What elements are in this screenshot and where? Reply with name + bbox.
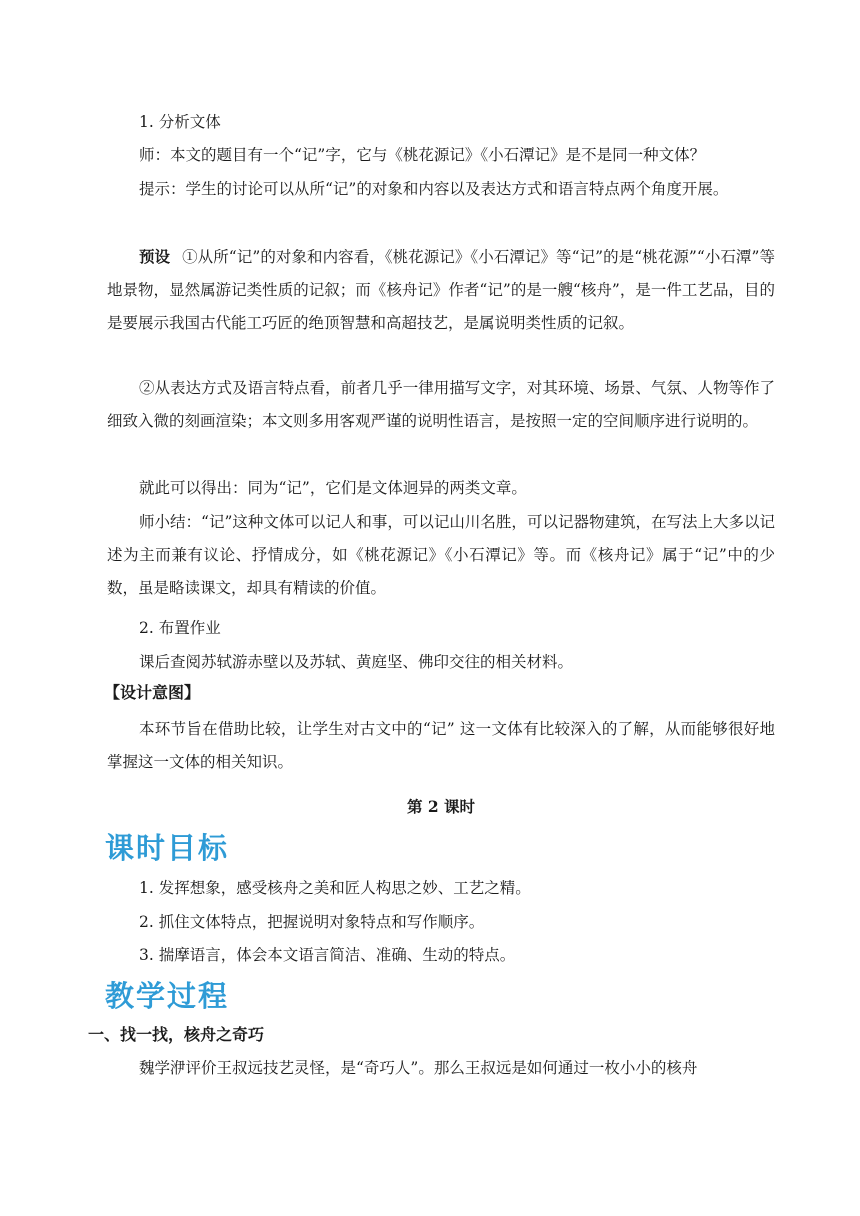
- section-title-homework: 2. 布置作业: [139, 619, 221, 637]
- preset-1-text: ①从所“记”的对象和内容看，《桃花源记》《小石潭记》等“记”的是“桃花源”“小石潭”等地景物，显然属游记类性质的记叙；而《核舟记》作者“记”的是一艘“核舟”，是一件工艺品，目的是要展示我国古代能工巧匠的绝顶智慧和高超技艺，是属说明类性质的记叙。: [107, 248, 775, 332]
- teacher-summary: 师小结：“记”这种文体可以记人和事，可以记山川名胜，可以记器物建筑，在写法上大多以记述为主而兼有议论、抒情成分，如《桃花源记》《小石潭记》等。而《核舟记》属于“记”中的少数，虽是略读课文，却具有精读的价值。: [107, 513, 775, 597]
- design-intent-label: 【设计意图】: [104, 683, 201, 702]
- preset-label: 预设: [139, 247, 171, 266]
- preset-paragraph-1: [107, 240, 775, 340]
- part-1-title: 一、找一找，核舟之奇巧: [88, 1025, 265, 1044]
- lesson-2-title: 第 2 课时: [406, 797, 476, 816]
- goal-item: 3. 揣摩语言，体会本文语言简洁、准确、生动的特点。: [139, 946, 516, 964]
- goal-item: 1. 发挥想象，感受核舟之美和匠人构思之妙、工艺之精。: [139, 879, 531, 897]
- part-1-text: 魏学洢评价王叔远技艺灵怪，是“奇巧人”。那么王叔远是如何通过一枚小小的核舟: [139, 1059, 698, 1077]
- hint-paragraph: 提示：学生的讨论可以从所“记”的对象和内容以及表达方式和语言特点两个角度开展。: [139, 180, 729, 198]
- design-intent-text: 本环节旨在借助比较，让学生对古文中的“记” 这一文体有比较深入的了解，从而能够很好地掌握这一文体的相关知识。: [107, 720, 775, 771]
- homework-text: 课后查阅苏轼游赤壁以及苏轼、黄庭坚、佛印交往的相关材料。: [139, 653, 574, 671]
- lesson-goals-heading: 课时目标: [105, 831, 230, 865]
- conclusion-paragraph: 就此可以得出：同为“记”，它们是文体迥异的两类文章。: [139, 479, 527, 497]
- preset-paragraph-2: ②从表达方式及语言特点看，前者几乎一律用描写文字，对其环境、场景、气氛、人物等作了细致入微的刻画渲染；本文则多用客观严谨的说明性语言，是按照一定的空间顺序进行说明的。: [107, 379, 775, 430]
- teaching-process-heading: 教学过程: [105, 979, 230, 1013]
- goal-item: 2. 抓住文体特点，把握说明对象特点和写作顺序。: [139, 913, 485, 931]
- teacher-question: 师：本文的题目有一个“记”字，它与《桃花源记》《小石潭记》是不是同一种文体？: [139, 146, 706, 164]
- section-title-analyze-style: 1. 分析文体: [139, 113, 221, 131]
